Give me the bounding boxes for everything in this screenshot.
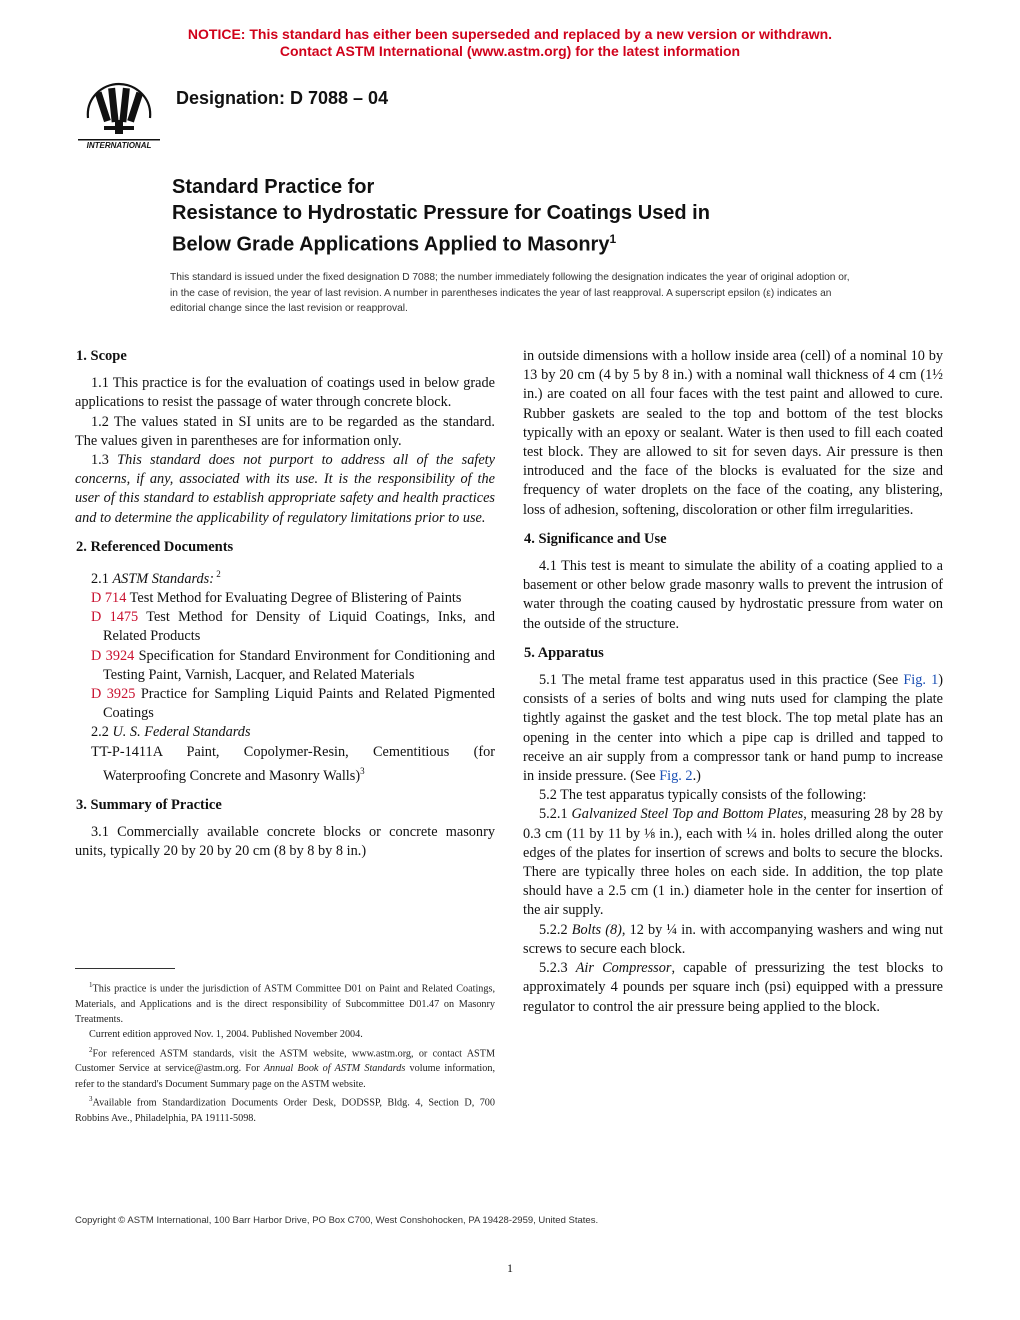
reference-text: Practice for Sampling Liquid Paints and Related Pigmented Coatings bbox=[103, 686, 495, 722]
paragraph-5-1 bbox=[523, 671, 943, 786]
footnote-3-text: Available from Standardization Documents Order Desk, DODSSP, Bldg. 4, Section D, 700 Robbins Ave., Philadelphia, PA 19111-5098. bbox=[75, 1097, 495, 1124]
paragraph-5-2: 5.2 The test apparatus typically consists of the following: bbox=[539, 787, 867, 804]
paragraph-5-2-2-number: 5.2.2 bbox=[539, 921, 572, 938]
paragraph-2-1 bbox=[75, 565, 495, 589]
reference-item bbox=[75, 589, 495, 608]
paragraph-5-2-1 bbox=[523, 805, 943, 920]
superseded-notice bbox=[0, 26, 1020, 60]
footnotes bbox=[75, 978, 495, 1126]
paragraph-5-2-3 bbox=[523, 959, 943, 1017]
paragraph-5-2-1-title: Galvanized Steel Top and Bottom Plates bbox=[571, 806, 804, 823]
paragraph-2-2-number: 2.2 bbox=[91, 724, 113, 741]
paragraph-2-1-number: 2.1 bbox=[91, 570, 113, 587]
standard-issue-note: This standard is issued under the fixed designation D 7088; the number immediately following the designation indicates the year of original adoption or, in the case of revision, the year of last revision. A number in parentheses indicates the year of last reapproval. A superscript epsilon (ε) indicates an editorial change since the last revision or reapproval. bbox=[170, 272, 850, 314]
paragraph-5-2-2-text: , 12 by ¼ in. with accompanying washers and wing nut screws to secure each block. bbox=[523, 921, 944, 957]
paragraph-5-2-2 bbox=[523, 921, 943, 959]
footnote-1 bbox=[75, 978, 495, 1027]
footnote-1-text: This practice is under the jurisdiction of ASTM Committee D01 on Paint and Related Coatings, Materials, and Applications and is the direct responsibility of Subcommittee D01.47 on Masonry Treatments. bbox=[75, 983, 495, 1025]
paragraph-1-3-text: This standard does not purport to address all of the safety concerns, if any, associated with its use. It is the responsibility of the user of this standard to establish appropriate safety and health practices and to determine the applicability of regulatory limitations prior to use. bbox=[75, 452, 495, 526]
reference-link[interactable]: D 1475 bbox=[91, 609, 139, 626]
footnote-2-text-b: volume information, refer to the standard's Document Summary page on the ASTM website. bbox=[75, 1063, 495, 1090]
document-title bbox=[172, 174, 932, 258]
section-4-heading: 4. Significance and Use bbox=[524, 530, 667, 547]
title-line-2: Resistance to Hydrostatic Pressure for Coatings Used in bbox=[172, 202, 710, 224]
paragraph-5-1-c: .) bbox=[692, 768, 701, 785]
footnote-2-text-a: For referenced ASTM standards, visit the ASTM website, www.astm.org, or contact ASTM Customer Service at service@astm.org. For bbox=[75, 1047, 495, 1075]
paragraph-5-2-1-text: , measuring 28 by 28 by 0.3 cm (11 by 11 by ⅛ in.), each with ¼ in. holes drilled along the outer edges of the plates for insertion of screws and bolts to secure the blocks. There are typically three holes on each side. In addition, the top plate should have a 2.5 cm (1 in.) diameter hole in the center for insertion of the air supply. bbox=[523, 806, 943, 919]
footnote-3 bbox=[75, 1092, 495, 1126]
title-footnote-mark: 1 bbox=[609, 232, 617, 246]
paragraph-5-2-3-title: Air Compressor bbox=[575, 960, 672, 977]
federal-standard-mark: 3 bbox=[360, 765, 365, 776]
reference-link[interactable]: D 714 bbox=[91, 590, 127, 606]
footnote-1-mark: 1 bbox=[89, 981, 93, 989]
reference-item bbox=[75, 647, 495, 685]
paragraph-2-1-title: ASTM Standards: bbox=[112, 570, 214, 587]
paragraph-1-2: 1.2 The values stated in SI units are to be regarded as the standard. The values given in parentheses are for information only. bbox=[75, 413, 495, 449]
paragraph-2-2 bbox=[75, 723, 495, 742]
paragraph-3-1-start: 3.1 Commercially available concrete blocks or concrete masonry units, typically 20 by 20 by 20 cm (8 by 8 by 8 in.) bbox=[75, 824, 495, 860]
paragraph-2-2-title: U. S. Federal Standards bbox=[112, 724, 251, 741]
footnote-3-mark: 3 bbox=[89, 1094, 93, 1103]
section-1-heading: 1. Scope bbox=[76, 348, 127, 364]
astm-logo-mark bbox=[74, 76, 164, 150]
paragraph-5-1-b: ) consists of a series of bolts and wing nuts used for clamping the plate tightly against the gasket and the test block. The top metal plate has an opening in the center into which a pipe cap is drilled and tapped to receive an air supply from a compressor tank or hand pump to increase in inside pressure. (See bbox=[523, 672, 943, 785]
astm-logo bbox=[74, 76, 164, 150]
notice-line-1: NOTICE: This standard has either been superseded and replaced by a new version or withdrawn. bbox=[187, 26, 833, 42]
reference-text: Test Method for Density of Liquid Coatings, Inks, and Related Products bbox=[103, 609, 495, 645]
logo-caption: INTERNATIONAL bbox=[86, 141, 152, 150]
footnote-2 bbox=[75, 1043, 495, 1092]
reference-item bbox=[75, 608, 495, 646]
federal-standard-text: TT-P-1411A Paint, Copolymer-Resin, Cementitious (for Waterproofing Concrete and Masonry Walls) bbox=[91, 743, 495, 784]
designation: Designation: D 7088 – 04 bbox=[176, 88, 389, 108]
federal-standard-item bbox=[75, 743, 495, 786]
figure-1-link[interactable]: Fig. 1 bbox=[903, 672, 939, 689]
right-column bbox=[523, 347, 943, 1017]
paragraph-5-2-1-number: 5.2.1 bbox=[539, 806, 572, 823]
reference-text: Test Method for Evaluating Degree of Blistering of Paints bbox=[126, 590, 462, 606]
paragraph-5-2-3-text: , capable of pressurizing the test blocks to approximately 4 pounds per square inch (psi) equipped with a pressure regulator to control the air pressure being applied to the block. bbox=[523, 960, 943, 1015]
left-column bbox=[75, 347, 495, 861]
paragraph-5-2-2-title: Bolts (8) bbox=[571, 921, 622, 938]
paragraph-2-1-mark: 2 bbox=[214, 569, 221, 580]
footnote-1-edition: Current edition approved Nov. 1, 2004. Published November 2004. bbox=[89, 1029, 363, 1041]
reference-item bbox=[75, 685, 495, 723]
notice-line-2: Contact ASTM International (www.astm.org) for the latest information bbox=[279, 43, 741, 59]
footnote-2-mark: 2 bbox=[89, 1045, 93, 1054]
paragraph-1-3 bbox=[75, 451, 495, 528]
paragraph-4-1: 4.1 This test is meant to simulate the ability of a coating applied to a basement or other below grade masonry walls to prevent the intrusion of water through the coating caused by hydrostatic pressure from water on the outside of the structure. bbox=[523, 558, 943, 632]
page-number: 1 bbox=[507, 1261, 513, 1275]
reference-link[interactable]: D 3924 bbox=[91, 647, 135, 664]
title-line-3-text: Below Grade Applications Applied to Masonry bbox=[172, 233, 610, 256]
reference-link[interactable]: D 3925 bbox=[91, 686, 136, 703]
reference-text: Specification for Standard Environment for Conditioning and Testing Paint, Varnish, Lacquer, and Related Materials bbox=[103, 647, 495, 683]
footnote-divider bbox=[75, 968, 175, 969]
footnote-2-italic: Annual Book of ASTM Standards bbox=[263, 1063, 406, 1075]
copyright-line: Copyright © ASTM International, 100 Barr Harbor Drive, PO Box C700, West Conshohocken, PA 19428-2959, United States. bbox=[75, 1215, 599, 1226]
title-line-3 bbox=[172, 226, 932, 258]
paragraph-1-1: 1.1 This practice is for the evaluation of coatings used in below grade applications to resist the passage of water through concrete block. bbox=[75, 375, 495, 411]
paragraph-5-1-a: 5.1 The metal frame test apparatus used in this practice (See bbox=[539, 672, 904, 689]
paragraph-3-1-continued: in outside dimensions with a hollow inside area (cell) of a nominal 10 by 13 by 20 cm (4 by 5 by 8 in.) with a nominal wall thickness of 4 cm (1½ in.) are coated on all four faces with the test paint and allowed to cure. Rubber gaskets are sealed to the top and bottom of the test blocks typically with an epoxy or sealant. Water is then used to fill each coated test block. They are allowed to sit for seven days. Air pressure is then introduced and the face of the blocks is evaluated for the size and frequency of water droplets on the face of the coating, any blistering, loss of adhesion, softening, discoloration or other film irregularities. bbox=[523, 348, 943, 518]
section-5-heading: 5. Apparatus bbox=[524, 644, 604, 661]
paragraph-1-3-number: 1.3 bbox=[91, 452, 118, 469]
section-2-heading: 2. Referenced Documents bbox=[76, 538, 234, 555]
section-3-heading: 3. Summary of Practice bbox=[76, 796, 222, 813]
paragraph-5-2-3-number: 5.2.3 bbox=[539, 960, 576, 977]
title-line-1: Standard Practice for bbox=[172, 176, 375, 198]
figure-2-link[interactable]: Fig. 2 bbox=[659, 768, 693, 785]
